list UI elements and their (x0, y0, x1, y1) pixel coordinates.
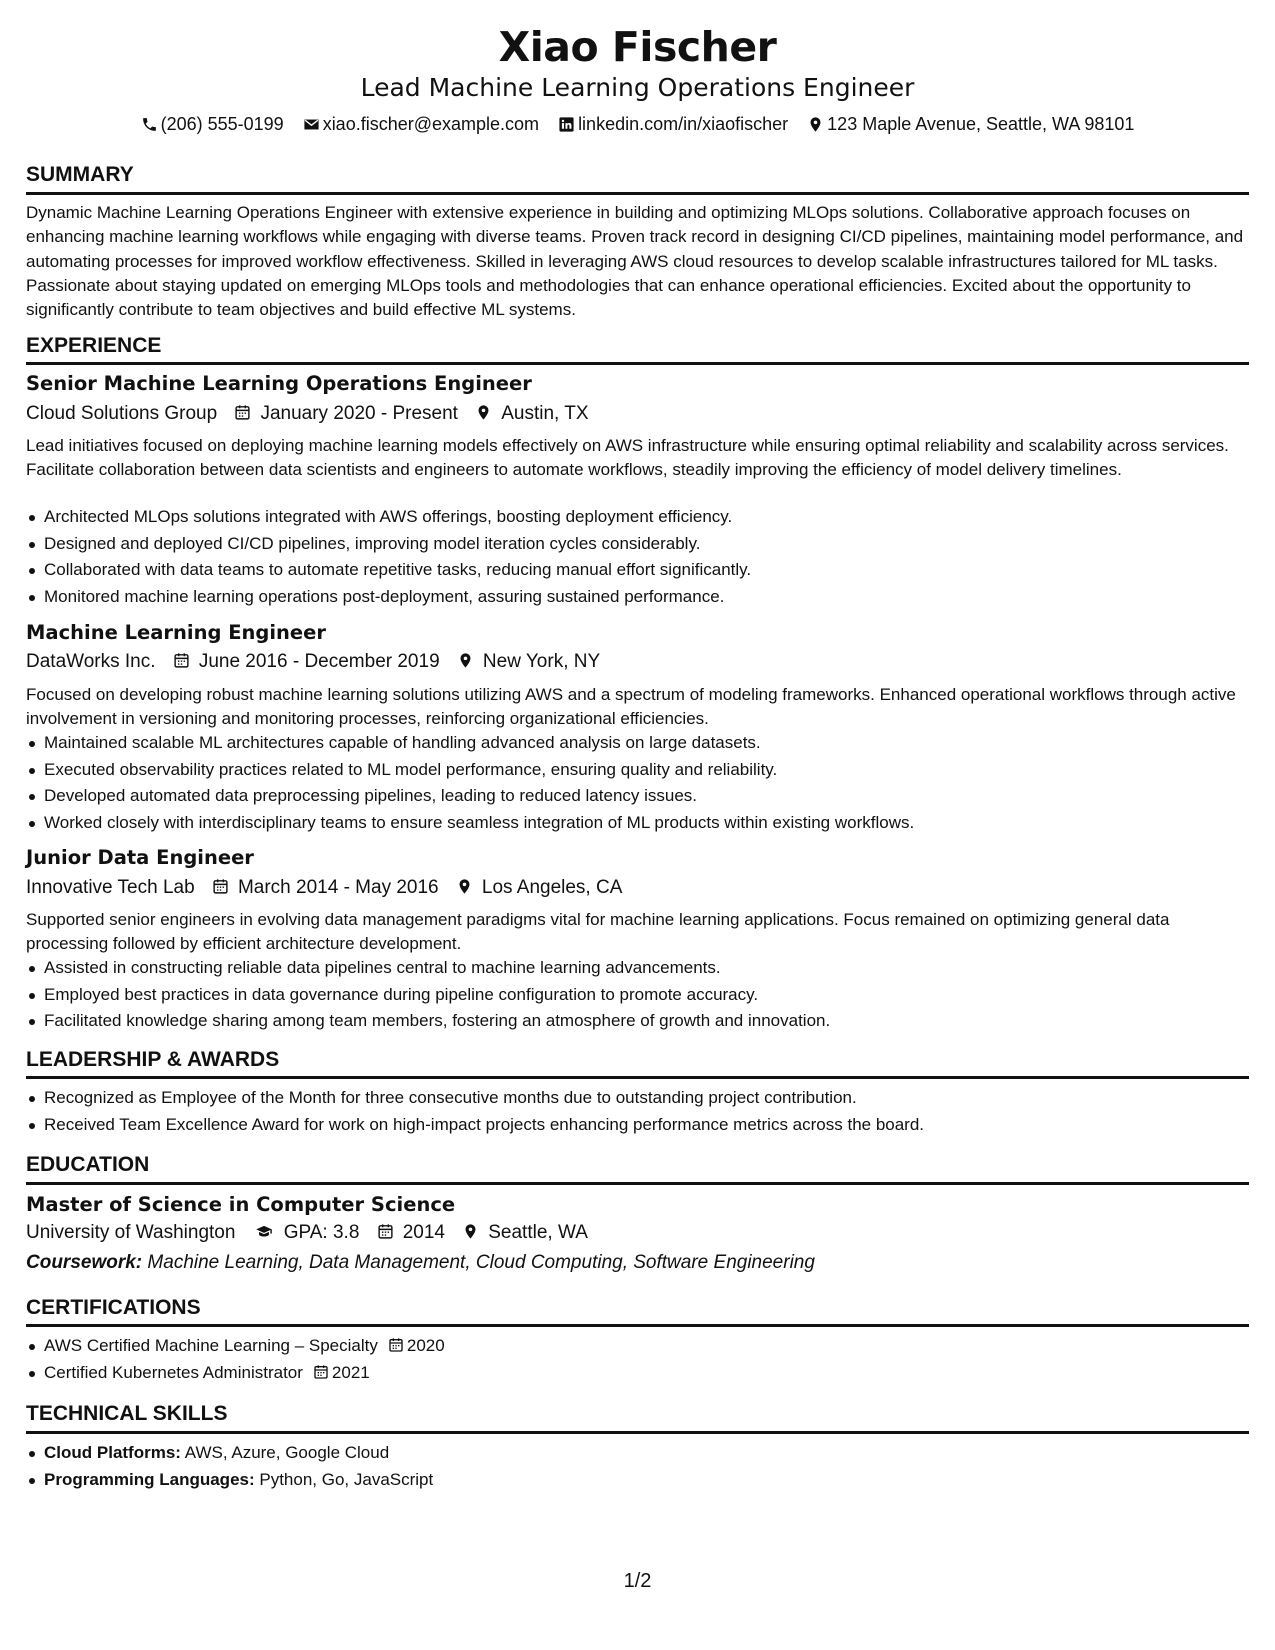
page-number: 1/2 (623, 1570, 652, 1592)
list-item: Developed automated data preprocessing pipelines, leading to reduced latency issues. (26, 783, 1249, 810)
job-description: Focused on developing robust machine learning solutions utilizing AWS and a spectrum of modeling frameworks. Enhanced operational workflows through active involvement in versioning and monitoring processes, reinforcing organizational efficiencies. (26, 685, 1236, 729)
job-description: Supported senior engineers in evolving data management paradigms vital for machine learning applications. Focus remained on optimizing general data processing followed by efficient architecture development. (26, 910, 1170, 954)
job-location: Los Angeles, CA (481, 877, 623, 898)
candidate-headline: Lead Machine Learning Operations Engineer (360, 73, 915, 102)
contact-email-text: xiao.fischer@example.com (322, 114, 540, 134)
contact-address-text: 123 Maple Avenue, Seattle, WA 98101 (827, 114, 1135, 134)
calendar-icon (234, 404, 251, 421)
calendar-icon (173, 652, 190, 669)
job-title: Junior Data Engineer (26, 846, 254, 869)
list-item: Maintained scalable ML architectures capable of handling advanced analysis on large datasets. (26, 730, 1249, 757)
job-description: Lead initiatives focused on deploying machine learning models effectively on AWS infrastructure while ensuring optimal reliability and scalability across services. Facilitate collaboration between data scientists and engineers to automate workflows, steadily improving the efficiency of model delivery timelines. (26, 436, 1229, 480)
job-bullets (26, 504, 1249, 610)
list-item (26, 1360, 1249, 1387)
section-divider (26, 1324, 1249, 1327)
location-pin-icon (475, 404, 492, 421)
job-bullets (26, 955, 1249, 1035)
job-meta (26, 875, 634, 901)
job-meta (26, 649, 612, 675)
list-item (26, 1467, 1249, 1494)
job-bullets (26, 730, 1249, 836)
list-item: Monitored machine learning operations post-deployment, assuring sustained performance. (26, 584, 1249, 611)
section-divider (26, 362, 1249, 365)
certifications-list (26, 1333, 1249, 1386)
contact-phone[interactable] (141, 111, 284, 137)
skill-value: AWS, Azure, Google Cloud (184, 1443, 390, 1462)
list-item: Designed and deployed CI/CD pipelines, improving model iteration cycles considerably. (26, 531, 1249, 558)
section-divider (26, 192, 1249, 195)
contact-address (807, 111, 1134, 137)
list-item (26, 1333, 1249, 1360)
list-item: Received Team Excellence Award for work on high-impact projects enhancing performance metrics across the board. (26, 1112, 1249, 1139)
graduation-cap-icon (253, 1223, 275, 1240)
section-title-skills: TECHNICAL SKILLS (26, 1402, 228, 1425)
job-meta (26, 401, 601, 427)
location-pin-icon (457, 652, 474, 669)
list-item (26, 1440, 1249, 1467)
job-dates: January 2020 - Present (260, 403, 458, 424)
section-title-education: EDUCATION (26, 1153, 150, 1176)
candidate-name: Xiao Fischer (498, 23, 777, 71)
summary-text: Dynamic Machine Learning Operations Engineer with extensive experience in building and optimizing MLOps solutions. Collaborative approach focuses on enhancing machine learning workflows while engaging with diverse teams. Proven track record in designing CI/CD pipelines, maintaining model performance, and automating processes for improved workflow effectiveness. Skilled in leveraging AWS cloud resources to develop scalable infrastructures tailored for ML tasks. Passionate about staying updated on emerging MLOps tools and methodologies that can enhance operational efficiencies. Excited about the opportunity to significantly contribute to team objectives and build effective ML systems. (26, 203, 1244, 320)
list-item: Executed observability practices related to ML model performance, ensuring quality and reliability. (26, 757, 1249, 784)
education-year: 2014 (402, 1222, 445, 1243)
list-item: Facilitated knowledge sharing among team members, fostering an atmosphere of growth and innovation. (26, 1008, 1249, 1035)
certification-name: AWS Certified Machine Learning – Specialty (44, 1336, 378, 1355)
coursework-list: Machine Learning, Data Management, Cloud Computing, Software Engineering (147, 1252, 815, 1273)
list-item: Recognized as Employee of the Month for three consecutive months due to outstanding project contribution. (26, 1085, 1249, 1112)
calendar-icon (212, 878, 229, 895)
coursework (26, 1250, 815, 1276)
job-location: New York, NY (482, 651, 601, 672)
linkedin-icon (558, 116, 575, 133)
list-item: Architected MLOps solutions integrated with AWS offerings, boosting deployment efficiency. (26, 504, 1249, 531)
certification-year: 2021 (331, 1362, 370, 1382)
school-name: University of Washington (26, 1222, 236, 1243)
list-item: Assisted in constructing reliable data pipelines central to machine learning advancements. (26, 955, 1249, 982)
calendar-icon (377, 1223, 394, 1240)
location-pin-icon (462, 1223, 479, 1240)
skills-list (26, 1440, 1249, 1493)
calendar-icon (388, 1337, 404, 1353)
section-divider (26, 1182, 1249, 1185)
job-title: Senior Machine Learning Operations Engineer (26, 372, 532, 395)
job-dates: June 2016 - December 2019 (198, 651, 440, 672)
calendar-icon (313, 1364, 329, 1380)
education-gpa: GPA: 3.8 (283, 1222, 360, 1243)
contact-linkedin-text: linkedin.com/in/xiaofischer (578, 114, 789, 134)
education-meta (26, 1220, 600, 1246)
contact-linkedin[interactable] (558, 111, 788, 137)
phone-icon (141, 116, 158, 133)
certification-name: Certified Kubernetes Administrator (44, 1362, 303, 1382)
contact-phone-text: (206) 555-0199 (160, 114, 284, 134)
degree-title: Master of Science in Computer Science (26, 1193, 456, 1216)
job-company: Innovative Tech Lab (26, 877, 195, 898)
skill-value: Python, Go, JavaScript (259, 1469, 434, 1489)
skill-label: Programming Languages: (44, 1469, 255, 1489)
awards-list (26, 1085, 1249, 1138)
section-title-certifications: CERTIFICATIONS (26, 1296, 201, 1319)
list-item: Worked closely with interdisciplinary teams to ensure seamless integration of ML products within existing workflows. (26, 810, 1249, 837)
section-divider (26, 1431, 1249, 1434)
certification-year: 2020 (406, 1336, 445, 1355)
coursework-label: Coursework: (26, 1252, 143, 1273)
list-item: Employed best practices in data governance during pipeline configuration to promote accuracy. (26, 982, 1249, 1009)
job-location: Austin, TX (501, 403, 589, 424)
location-pin-icon (807, 116, 824, 133)
envelope-icon (303, 116, 320, 133)
list-item: Collaborated with data teams to automate repetitive tasks, reducing manual effort significantly. (26, 557, 1249, 584)
job-company: Cloud Solutions Group (26, 403, 218, 424)
job-dates: March 2014 - May 2016 (237, 877, 439, 898)
job-title: Machine Learning Engineer (26, 621, 327, 644)
job-company: DataWorks Inc. (26, 651, 156, 672)
location-pin-icon (456, 878, 473, 895)
education-location: Seattle, WA (488, 1222, 588, 1243)
section-divider (26, 1076, 1249, 1079)
section-title-leadership: LEADERSHIP & AWARDS (26, 1048, 280, 1071)
contact-bar (26, 111, 1249, 137)
section-title-experience: EXPERIENCE (26, 334, 162, 357)
skill-label: Cloud Platforms: (44, 1443, 181, 1462)
contact-email[interactable] (303, 111, 539, 137)
section-title-summary: SUMMARY (26, 163, 134, 186)
